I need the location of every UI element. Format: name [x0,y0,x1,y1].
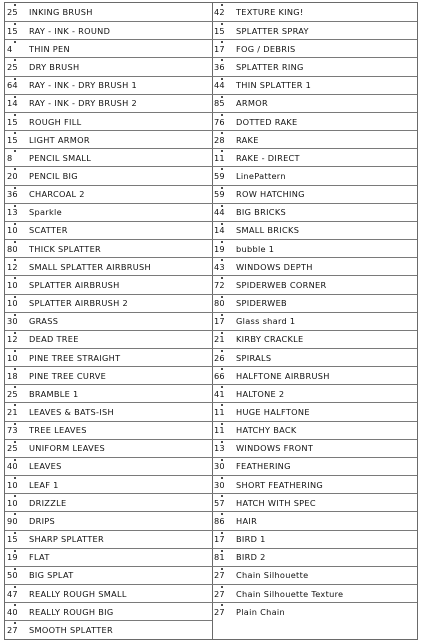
brush-size-label: 50 [7,570,18,581]
brush-preset-item[interactable] [212,203,417,221]
brush-name-label: SMOOTH SPLATTER [29,624,113,635]
brush-size-label: 81 [214,552,225,563]
brush-tip-preview-icon [14,314,16,316]
brush-size-label: 25 [7,62,18,73]
brush-name-label: PINE TREE STRAIGHT [29,352,121,363]
brush-preset-item[interactable] [5,421,212,439]
brush-size-label: 59 [214,170,225,181]
brush-tip-preview-icon [14,205,16,207]
brush-preset-item[interactable] [212,221,417,239]
brush-name-label: SPIDERWEB [236,298,287,309]
brush-name-label: DEAD TREE [29,334,79,345]
brush-name-label: KIRBY CRACKLE [236,334,304,345]
brush-name-label: HATCH WITH SPEC [236,497,316,508]
brush-preset-item[interactable] [212,294,417,312]
brush-name-label: THIN PEN [29,43,70,54]
brush-size-label: 27 [214,570,225,581]
brush-size-label: 15 [7,134,18,145]
brush-preset-item[interactable] [212,548,417,566]
brush-size-label: 80 [214,298,225,309]
brush-name-label: SPIDERWEB CORNER [236,279,327,290]
brush-preset-item[interactable] [5,185,212,203]
brush-tip-preview-icon [221,459,223,461]
brush-name-label: SPLATTER SPRAY [236,25,309,36]
brush-size-label: 21 [7,407,18,418]
brush-tip-preview-icon [221,532,223,534]
brush-size-label: 36 [7,189,18,200]
brush-name-label: ROUGH FILL [29,116,82,127]
brush-preset-item[interactable] [5,620,212,638]
brush-size-label: 90 [7,515,18,526]
brush-name-label: SHORT FEATHERING [236,479,324,490]
brush-name-label: HALTONE 2 [236,388,285,399]
brush-tip-preview-icon [221,568,223,570]
brush-size-label: 73 [7,425,18,436]
brush-tip-preview-icon [221,4,223,6]
brush-preset-item[interactable] [212,421,417,439]
brush-size-label: 30 [214,479,225,490]
brush-size-label: 42 [214,7,225,18]
brush-size-label: 20 [7,170,18,181]
brush-size-label: 25 [7,443,18,454]
brush-tip-preview-icon [221,314,223,316]
brush-name-label: Sparkle [29,207,62,218]
brush-name-label: UNIFORM LEAVES [29,443,106,454]
brush-size-label: 27 [214,588,225,599]
brush-preset-item[interactable] [212,584,417,602]
brush-size-label: 25 [7,7,18,18]
brush-size-label: 43 [214,261,225,272]
brush-size-label: 15 [7,534,18,545]
brush-size-label: 44 [214,80,225,91]
brush-preset-item[interactable] [212,166,417,184]
brush-preset-item[interactable] [212,39,417,57]
brush-size-label: 76 [214,116,225,127]
brush-tip-preview-icon [14,550,16,552]
brush-preset-item[interactable] [212,457,417,475]
brush-name-label: DRIZZLE [29,497,67,508]
brush-tip-preview-icon [221,423,223,425]
brush-size-label: 12 [7,261,18,272]
brush-size-label: 10 [7,497,18,508]
brush-tip-preview-icon [14,187,16,189]
brush-name-label: HAIR [236,515,258,526]
brush-tip-preview-icon [14,96,16,98]
brush-preset-item[interactable] [5,257,212,275]
brush-name-label: PENCIL BIG [29,170,78,181]
brush-name-label: RAY - INK - DRY BRUSH 2 [29,98,137,109]
brush-preset-item[interactable] [5,493,212,511]
brush-preset-item[interactable] [212,366,417,384]
brush-size-label: 11 [214,407,225,418]
brush-tip-preview-icon [14,568,16,570]
brush-tip-preview-icon [14,459,16,461]
brush-preset-item[interactable] [5,584,212,602]
brush-name-label: RAY - INK - ROUND [29,25,111,36]
brush-size-label: 10 [7,479,18,490]
brush-size-label: 15 [7,25,18,36]
brush-name-label: BRAMBLE 1 [29,388,79,399]
brush-preset-item[interactable] [5,239,212,257]
brush-name-label: GRASS [29,316,59,327]
brush-preset-item[interactable] [5,312,212,330]
brush-name-label: Glass shard 1 [236,316,296,327]
brush-size-label: 27 [7,624,18,635]
brush-preset-item[interactable] [212,511,417,529]
brush-preset-item[interactable] [212,602,417,620]
brush-size-label: 12 [7,334,18,345]
brush-preset-item[interactable] [212,3,417,21]
brush-name-label: RAKE - DIRECT [236,152,300,163]
brush-preset-item[interactable] [5,294,212,312]
brush-column-right [212,3,418,639]
brush-size-label: 21 [214,334,225,345]
brush-tip-preview-icon [221,187,223,189]
brush-size-label: 15 [214,25,225,36]
brush-preset-item[interactable] [212,76,417,94]
brush-size-label: 19 [214,243,225,254]
brush-preset-item[interactable] [212,257,417,275]
brush-preset-item[interactable] [5,402,212,420]
brush-tip-preview-icon [221,550,223,552]
brush-preset-item[interactable] [5,439,212,457]
brush-name-label: THICK SPLATTER [29,243,102,254]
brush-size-label: 40 [7,606,18,617]
brush-preset-item[interactable] [212,530,417,548]
brush-size-label: 44 [214,207,225,218]
brush-name-label: DRY BRUSH [29,62,80,73]
brush-size-label: 86 [214,515,225,526]
brush-tip-preview-icon [221,96,223,98]
brush-tip-preview-icon [221,441,223,443]
brush-preset-item[interactable] [212,475,417,493]
brush-preset-item[interactable] [212,148,417,166]
brush-size-label: 66 [214,370,225,381]
brush-tip-preview-icon [221,350,223,352]
brush-name-label: FOG / DEBRIS [236,43,296,54]
brush-preset-item[interactable] [212,57,417,75]
brush-preset-item[interactable] [5,39,212,57]
brush-size-label: 15 [7,116,18,127]
brush-size-label: 30 [7,316,18,327]
brush-name-label: bubble 1 [236,243,275,254]
brush-preset-item[interactable] [5,366,212,384]
brush-size-label: 26 [214,352,225,363]
brush-size-label: 10 [7,225,18,236]
brush-size-label: 4 [7,43,13,54]
brush-preset-item[interactable] [212,94,417,112]
brush-size-label: 72 [214,279,225,290]
brush-name-label: PENCIL SMALL [29,152,92,163]
brush-size-label: 18 [7,370,18,381]
brush-preset-item[interactable] [5,275,212,293]
brush-preset-item[interactable] [212,185,417,203]
brush-size-label: 27 [214,606,225,617]
brush-size-label: 30 [214,461,225,472]
brush-size-label: 13 [7,207,18,218]
brush-name-label: SPIRALS [236,352,272,363]
brush-size-label: 17 [214,316,225,327]
brush-preset-item[interactable] [212,312,417,330]
brush-preset-item[interactable] [212,493,417,511]
brush-size-label: 59 [214,189,225,200]
brush-name-label: RAY - INK - DRY BRUSH 1 [29,80,137,91]
brush-size-label: 28 [214,134,225,145]
brush-size-label: 47 [7,588,18,599]
brush-tip-preview-icon [14,441,16,443]
brush-tip-preview-icon [14,223,16,225]
brush-preset-item[interactable] [5,530,212,548]
brush-name-label: TREE LEAVES [29,425,87,436]
brush-name-label: Chain Silhouette Texture [236,588,344,599]
brush-name-label: DOTTED RAKE [236,116,298,127]
brush-name-label: LinePattern [236,170,286,181]
brush-name-label: BIG SPLAT [29,570,74,581]
brush-preset-item[interactable] [5,76,212,94]
brush-name-label: ROW HATCHING [236,189,305,200]
brush-preset-item[interactable] [212,112,417,130]
brush-name-label: SMALL BRICKS [236,225,300,236]
brush-preset-item[interactable] [5,130,212,148]
brush-size-label: 36 [214,62,225,73]
brush-preset-item[interactable] [212,566,417,584]
brush-name-label: INKING BRUSH [29,7,93,18]
brush-preset-item[interactable] [5,148,212,166]
brush-preset-item[interactable] [5,203,212,221]
brush-name-label: REALLY ROUGH SMALL [29,588,127,599]
brush-tip-preview-icon [14,241,16,243]
brush-tip-preview-icon [221,241,223,243]
brush-size-label: 80 [7,243,18,254]
brush-tip-preview-icon [14,114,16,116]
brush-preset-item[interactable] [5,566,212,584]
brush-preset-item[interactable] [5,602,212,620]
brush-name-label: WINDOWS DEPTH [236,261,313,272]
brush-size-label: 57 [214,497,225,508]
brush-name-label: SHARP SPLATTER [29,534,104,545]
brush-name-label: Chain Silhouette [236,570,309,581]
brush-name-label: SPLATTER AIRBRUSH [29,279,120,290]
brush-name-label: RAKE [236,134,259,145]
brush-size-label: 10 [7,352,18,363]
brush-name-label: ARMOR [236,98,268,109]
brush-column-left [4,3,213,639]
brush-tip-preview-icon [221,332,223,334]
brush-size-label: 11 [214,152,225,163]
brush-preset-item[interactable] [5,330,212,348]
brush-size-label: 13 [214,443,225,454]
brush-tip-preview-icon [221,586,223,588]
brush-name-label: BIG BRICKS [236,207,286,218]
brush-name-label: HALFTONE AIRBRUSH [236,370,330,381]
brush-preset-item[interactable] [5,21,212,39]
brush-name-label: LIGHT ARMOR [29,134,90,145]
brush-preset-item[interactable] [5,548,212,566]
brush-tip-preview-icon [14,332,16,334]
brush-tip-preview-icon [14,586,16,588]
brush-size-label: 64 [7,80,18,91]
brush-size-label: 14 [7,98,18,109]
brush-name-label: SCATTER [29,225,68,236]
brush-name-label: THIN SPLATTER 1 [236,80,312,91]
brush-tip-preview-icon [221,78,223,80]
brush-size-label: 41 [214,388,225,399]
brush-tip-preview-icon [14,296,16,298]
brush-size-label: 25 [7,388,18,399]
brush-preset-item[interactable] [5,384,212,402]
brush-name-label: LEAF 1 [29,479,59,490]
brush-preset-item[interactable] [5,221,212,239]
brush-size-label: 17 [214,534,225,545]
brush-preset-item[interactable] [212,239,417,257]
brush-size-label: 40 [7,461,18,472]
brush-preset-item[interactable] [5,511,212,529]
brush-preset-item[interactable] [5,457,212,475]
brush-name-label: PINE TREE CURVE [29,370,107,381]
brush-size-label: 85 [214,98,225,109]
brush-name-label: Plain Chain [236,606,285,617]
brush-preset-item[interactable] [5,57,212,75]
brush-preset-item[interactable] [212,330,417,348]
brush-tip-preview-icon [14,423,16,425]
brush-tip-preview-icon [14,532,16,534]
brush-preset-item[interactable] [5,3,212,21]
brush-preset-item[interactable] [212,439,417,457]
brush-preset-item[interactable] [212,348,417,366]
brush-size-label: 11 [214,425,225,436]
brush-name-label: LEAVES & BATS-ISH [29,407,114,418]
brush-preset-item[interactable] [212,275,417,293]
brush-tip-preview-icon [14,4,16,6]
brush-name-label: LEAVES [29,461,62,472]
brush-preset-item[interactable] [5,475,212,493]
brush-size-label: 8 [7,152,13,163]
brush-preset-item[interactable] [212,130,417,148]
brush-name-label: CHARCOAL 2 [29,189,85,200]
brush-preset-item[interactable] [5,112,212,130]
brush-size-label: 10 [7,279,18,290]
brush-name-label: SMALL SPLATTER AIRBRUSH [29,261,152,272]
brush-preset-item[interactable] [5,166,212,184]
brush-size-label: 10 [7,298,18,309]
brush-preset-grid [4,2,418,640]
brush-name-label: HATCHY BACK [236,425,297,436]
brush-name-label: SPLATTER AIRBRUSH 2 [29,298,129,309]
brush-size-label: 19 [7,552,18,563]
brush-preset-item[interactable] [212,402,417,420]
brush-size-label: 17 [214,43,225,54]
brush-name-label: DRIPS [29,515,56,526]
brush-tip-preview-icon [221,296,223,298]
brush-tip-preview-icon [221,205,223,207]
brush-preset-item[interactable] [212,384,417,402]
brush-name-label: FEATHERING [236,461,291,472]
brush-tip-preview-icon [14,350,16,352]
brush-name-label: SPLATTER RING [236,62,304,73]
brush-tip-preview-icon [14,78,16,80]
brush-tip-preview-icon [221,223,223,225]
brush-tip-preview-icon [221,114,223,116]
brush-size-label: 14 [214,225,225,236]
brush-name-label: WINDOWS FRONT [236,443,314,454]
brush-name-label: TEXTURE KING! [236,7,304,18]
brush-name-label: FLAT [29,552,50,563]
brush-name-label: BIRD 1 [236,534,266,545]
brush-preset-item[interactable] [5,94,212,112]
brush-name-label: BIRD 2 [236,552,266,563]
brush-name-label: HUGE HALFTONE [236,407,310,418]
brush-preset-item[interactable] [5,348,212,366]
brush-preset-item[interactable] [212,21,417,39]
brush-name-label: REALLY ROUGH BIG [29,606,114,617]
